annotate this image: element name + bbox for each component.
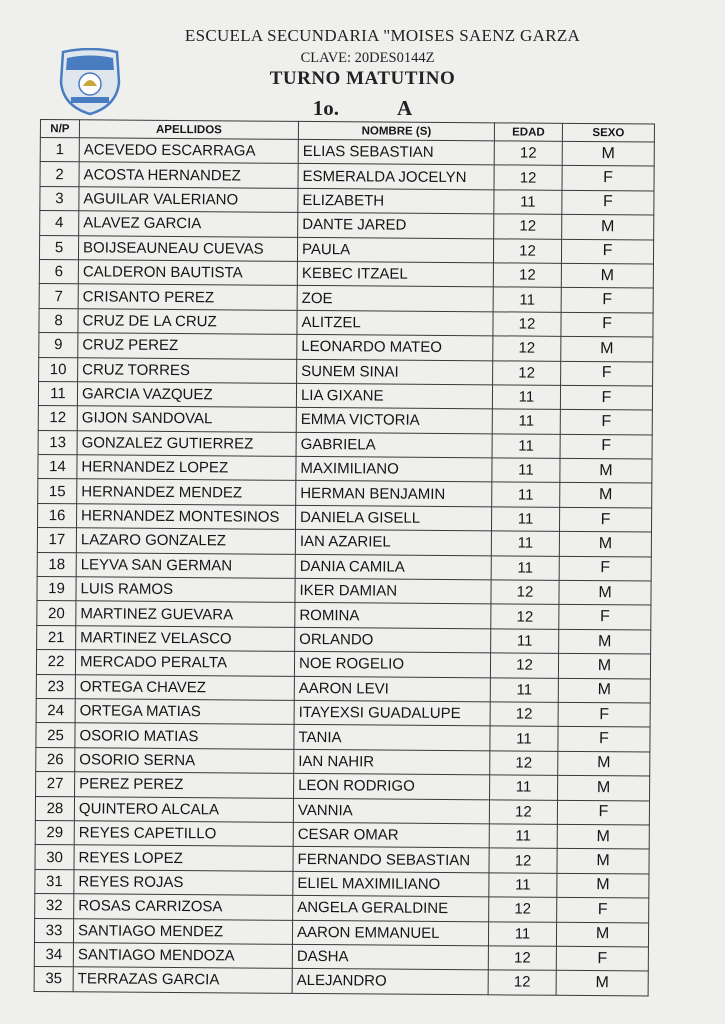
column-header-sexo: SEXO [562, 123, 654, 142]
column-header-nombre: NOMBRE (S) [298, 121, 494, 140]
sex-cell: M [557, 849, 649, 874]
surname-cell: ORTEGA MATIAS [75, 699, 294, 725]
column-header-np: N/P [40, 120, 79, 138]
row-number: 20 [37, 601, 76, 626]
row-number: 9 [39, 333, 78, 358]
row-number: 8 [39, 308, 78, 333]
row-number: 27 [36, 772, 75, 797]
row-number: 14 [38, 455, 77, 480]
sex-cell: F [560, 385, 652, 410]
surname-cell: CRUZ TORRES [78, 357, 297, 383]
row-number: 10 [39, 357, 78, 382]
surname-cell: GONZALEZ GUTIERREZ [77, 430, 296, 456]
sex-cell: F [561, 288, 653, 313]
age-cell: 12 [494, 141, 562, 166]
row-number: 6 [39, 259, 78, 284]
age-cell: 11 [491, 531, 559, 556]
surname-cell: MERCADO PERALTA [75, 650, 294, 676]
given-name-cell: ELIEL MAXIMILIANO [293, 871, 489, 897]
age-cell: 12 [491, 604, 559, 629]
row-number: 3 [40, 186, 79, 211]
surname-cell: TERRAZAS GARCIA [73, 967, 292, 993]
surname-cell: AGUILAR VALERIANO [79, 187, 298, 213]
sex-cell: F [559, 605, 651, 630]
age-cell: 12 [488, 946, 556, 971]
given-name-cell: LIA GIXANE [296, 383, 492, 409]
given-name-cell: EMMA VICTORIA [296, 408, 492, 434]
surname-cell: OSORIO MATIAS [75, 723, 294, 749]
given-name-cell: DASHA [292, 944, 488, 970]
group-label: A [397, 96, 413, 120]
sex-cell: M [562, 141, 654, 166]
student-roster-table [34, 119, 655, 996]
given-name-cell: IAN AZARIEL [295, 530, 491, 556]
row-number: 34 [34, 942, 73, 967]
surname-cell: GARCIA VAZQUEZ [77, 382, 296, 408]
age-cell: 11 [492, 434, 560, 459]
given-name-cell: DANIA CAMILA [295, 554, 491, 580]
sex-cell: M [559, 532, 651, 557]
row-number: 18 [37, 552, 76, 577]
school-code: CLAVE: 20DES0144Z [300, 50, 435, 66]
sex-cell: M [558, 678, 650, 703]
given-name-cell: KEBEC ITZAEL [297, 261, 493, 287]
sex-cell: M [556, 922, 648, 947]
age-cell: 11 [490, 726, 558, 751]
surname-cell: ACOSTA HERNANDEZ [79, 162, 298, 188]
row-number: 21 [37, 625, 76, 650]
sex-cell: M [559, 580, 651, 605]
sex-cell: M [558, 654, 650, 679]
age-cell: 11 [492, 409, 560, 434]
row-number: 29 [35, 820, 74, 845]
row-number: 5 [39, 235, 78, 260]
sex-cell: M [558, 751, 650, 776]
sex-cell: M [556, 971, 648, 996]
surname-cell: LEYVA SAN GERMAN [76, 552, 295, 578]
surname-cell: HERNANDEZ LOPEZ [77, 455, 296, 481]
row-number: 25 [36, 723, 75, 748]
sex-cell: M [558, 775, 650, 800]
row-number: 31 [35, 869, 74, 894]
given-name-cell: VANNIA [293, 798, 489, 824]
surname-cell: LAZARO GONZALEZ [76, 528, 295, 554]
given-name-cell: MAXIMILIANO [296, 456, 492, 482]
age-cell: 11 [494, 190, 562, 215]
row-number: 24 [36, 698, 75, 723]
given-name-cell: PAULA [297, 237, 493, 263]
sex-cell: M [557, 824, 649, 849]
age-cell: 12 [493, 263, 561, 288]
row-number: 15 [38, 479, 77, 504]
age-cell: 12 [494, 214, 562, 239]
given-name-cell: TANIA [294, 725, 490, 751]
grade-group [0, 96, 725, 121]
row-number: 2 [40, 162, 79, 187]
given-name-cell: LEONARDO MATEO [297, 335, 493, 361]
sex-cell: M [557, 873, 649, 898]
sex-cell: F [561, 239, 653, 264]
age-cell: 12 [493, 336, 561, 361]
sex-cell: F [558, 702, 650, 727]
row-number: 19 [37, 577, 76, 602]
age-cell: 12 [493, 360, 561, 385]
surname-cell: HERNANDEZ MENDEZ [77, 479, 296, 505]
age-cell: 11 [493, 287, 561, 312]
row-number: 28 [35, 796, 74, 821]
given-name-cell: ORLANDO [295, 627, 491, 653]
given-name-cell: ROMINA [295, 603, 491, 629]
row-number: 23 [36, 674, 75, 699]
surname-cell: MARTINEZ VELASCO [76, 626, 295, 652]
table-body [34, 138, 654, 996]
given-name-cell: ALEJANDRO [292, 969, 488, 995]
surname-cell: ACEVEDO ESCARRAGA [79, 138, 298, 164]
age-cell: 11 [492, 458, 560, 483]
given-name-cell: ELIZABETH [298, 188, 494, 214]
surname-cell: OSORIO SERNA [75, 748, 294, 774]
sex-cell: F [556, 946, 648, 971]
row-number: 11 [38, 381, 77, 406]
given-name-cell: GABRIELA [296, 432, 492, 458]
given-name-cell: IKER DAMIAN [295, 578, 491, 604]
row-number: 7 [39, 284, 78, 309]
school-name: ESCUELA SECUNDARIA "MOISES SAENZ GARZA [184, 26, 581, 45]
age-cell: 12 [489, 848, 557, 873]
surname-cell: SANTIAGO MENDOZA [73, 943, 292, 969]
age-cell: 11 [491, 507, 559, 532]
age-cell: 12 [494, 165, 562, 190]
age-cell: 11 [489, 824, 557, 849]
surname-cell: PEREZ PEREZ [75, 772, 294, 798]
age-cell: 12 [488, 970, 556, 995]
surname-cell: CRISANTO PEREZ [78, 284, 297, 310]
row-number: 33 [34, 918, 73, 943]
age-cell: 11 [488, 921, 556, 946]
given-name-cell: ELIAS SEBASTIAN [298, 139, 494, 165]
sex-cell: F [561, 312, 653, 337]
sex-cell: F [557, 800, 649, 825]
sex-cell: M [559, 629, 651, 654]
sex-cell: M [560, 483, 652, 508]
age-cell: 11 [491, 629, 559, 654]
sex-cell: F [562, 166, 654, 191]
sex-cell: F [560, 434, 652, 459]
surname-cell: REYES CAPETILLO [74, 821, 293, 847]
given-name-cell: ESMERALDA JOCELYN [298, 164, 494, 190]
surname-cell: ORTEGA CHAVEZ [75, 674, 294, 700]
sex-cell: F [559, 507, 651, 532]
age-cell: 12 [493, 312, 561, 337]
row-number: 13 [38, 430, 77, 455]
age-cell: 11 [492, 482, 560, 507]
surname-cell: CALDERON BAUTISTA [78, 260, 297, 286]
given-name-cell: IAN NAHIR [294, 749, 490, 775]
given-name-cell: NOE ROGELIO [294, 652, 490, 678]
surname-cell: SANTIAGO MENDEZ [73, 918, 292, 944]
row-number: 35 [34, 967, 73, 992]
age-cell: 12 [490, 751, 558, 776]
surname-cell: HERNANDEZ MONTESINOS [77, 504, 296, 530]
surname-cell: LUIS RAMOS [76, 577, 295, 603]
surname-cell: QUINTERO ALCALA [74, 796, 293, 822]
given-name-cell: HERMAN BENJAMIN [296, 481, 492, 507]
given-name-cell: DANTE JARED [298, 213, 494, 239]
age-cell: 11 [491, 555, 559, 580]
age-cell: 12 [489, 799, 557, 824]
given-name-cell: SUNEM SINAI [297, 359, 493, 385]
age-cell: 11 [489, 873, 557, 898]
sex-cell: F [559, 556, 651, 581]
table-row [34, 967, 648, 996]
sex-cell: F [557, 897, 649, 922]
surname-cell: GIJON SANDOVAL [77, 406, 296, 432]
given-name-cell: ITAYEXSI GUADALUPE [294, 700, 490, 726]
grade-label: 1o. [312, 96, 340, 120]
age-cell: 11 [490, 677, 558, 702]
shift-title: TURNO MATUTINO [269, 68, 456, 89]
sex-cell: M [562, 214, 654, 239]
sex-cell: M [561, 336, 653, 361]
age-cell: 12 [493, 238, 561, 263]
given-name-cell: AARON EMMANUEL [292, 920, 488, 946]
surname-cell: REYES LOPEZ [74, 845, 293, 871]
surname-cell: CRUZ PEREZ [78, 333, 297, 359]
row-number: 1 [40, 138, 79, 163]
column-header-apellidos: APELLIDOS [79, 120, 298, 140]
surname-cell: ROSAS CARRIZOSA [74, 894, 293, 920]
given-name-cell: ALITZEL [297, 310, 493, 336]
sex-cell: M [560, 458, 652, 483]
sex-cell: F [560, 410, 652, 435]
row-number: 12 [38, 406, 77, 431]
row-number: 26 [36, 747, 75, 772]
age-cell: 12 [491, 580, 559, 605]
age-cell: 11 [490, 775, 558, 800]
age-cell: 12 [490, 702, 558, 727]
surname-cell: MARTINEZ GUEVARA [76, 601, 295, 627]
sex-cell: F [561, 361, 653, 386]
row-number: 16 [38, 503, 77, 528]
given-name-cell: ZOE [297, 286, 493, 312]
surname-cell: CRUZ DE LA CRUZ [78, 309, 297, 335]
surname-cell: ALAVEZ GARCIA [79, 211, 298, 237]
age-cell: 12 [489, 897, 557, 922]
given-name-cell: DANIELA GISELL [295, 505, 491, 531]
age-cell: 11 [492, 385, 560, 410]
given-name-cell: CESAR OMAR [293, 822, 489, 848]
row-number: 17 [37, 528, 76, 553]
row-number: 30 [35, 845, 74, 870]
given-name-cell: LEON RODRIGO [294, 774, 490, 800]
row-number: 4 [40, 211, 79, 236]
given-name-cell: AARON LEVI [294, 676, 490, 702]
row-number: 22 [36, 650, 75, 675]
surname-cell: REYES ROJAS [74, 869, 293, 895]
column-header-edad: EDAD [494, 123, 562, 141]
sex-cell: F [558, 727, 650, 752]
given-name-cell: FERNANDO SEBASTIAN [293, 847, 489, 873]
given-name-cell: ANGELA GERALDINE [293, 895, 489, 921]
surname-cell: BOIJSEAUNEAU CUEVAS [78, 235, 297, 261]
sex-cell: F [562, 190, 654, 215]
age-cell: 12 [490, 653, 558, 678]
row-number: 32 [35, 894, 74, 919]
sex-cell: M [561, 263, 653, 288]
